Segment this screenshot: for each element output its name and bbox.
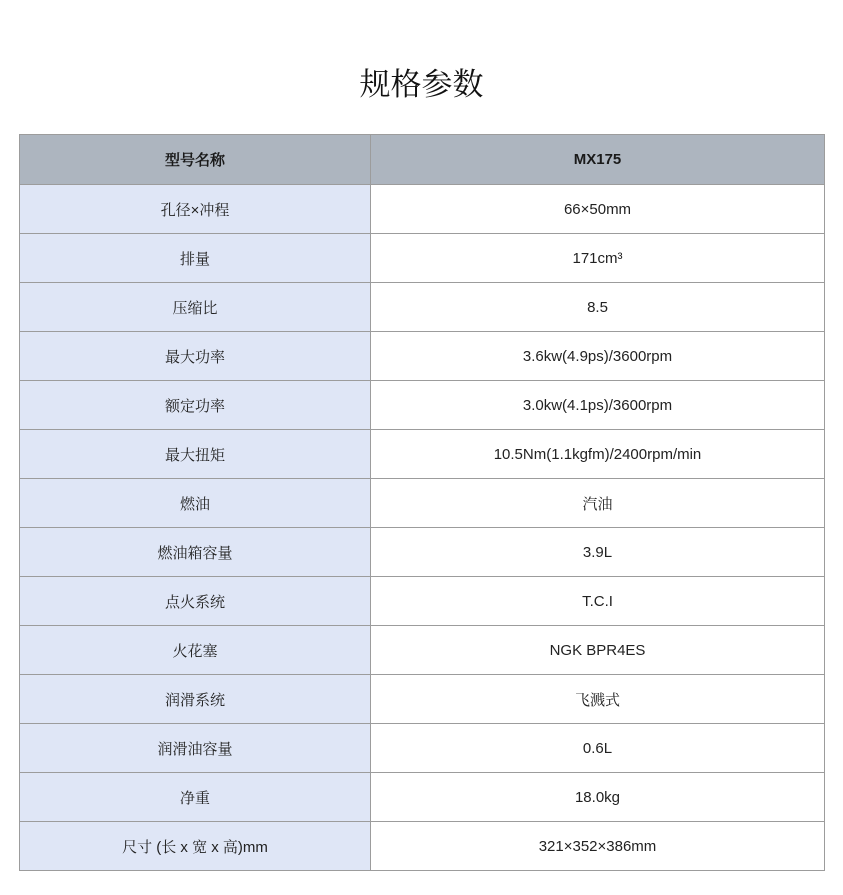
row-label: 压缩比: [20, 283, 371, 332]
row-label: 额定功率: [20, 381, 371, 430]
table-row: [20, 773, 825, 822]
row-label: 排量: [20, 234, 371, 283]
row-value: 171cm³: [371, 234, 825, 283]
table-row: [20, 479, 825, 528]
row-value: 10.5Nm(1.1kgfm)/2400rpm/min: [371, 430, 825, 479]
row-label: 点火系统: [20, 577, 371, 626]
row-label: 燃油: [20, 479, 371, 528]
table-row: [20, 283, 825, 332]
row-value: 3.6kw(4.9ps)/3600rpm: [371, 332, 825, 381]
header-model-value: MX175: [371, 135, 825, 185]
row-label: 最大功率: [20, 332, 371, 381]
spec-table: [19, 134, 825, 871]
row-value: 飞溅式: [371, 675, 825, 724]
row-label: 孔径×冲程: [20, 185, 371, 234]
row-value: 8.5: [371, 283, 825, 332]
row-value: 3.0kw(4.1ps)/3600rpm: [371, 381, 825, 430]
table-row: [20, 185, 825, 234]
row-value: 汽油: [371, 479, 825, 528]
row-label: 尺寸 (长 x 宽 x 高)mm: [20, 822, 371, 871]
row-label: 润滑油容量: [20, 724, 371, 773]
header-model-name-label: 型号名称: [20, 135, 371, 185]
table-row: [20, 626, 825, 675]
row-label: 润滑系统: [20, 675, 371, 724]
row-label: 最大扭矩: [20, 430, 371, 479]
table-header-row: [20, 135, 825, 185]
table-row: [20, 724, 825, 773]
table-row: [20, 430, 825, 479]
row-value: NGK BPR4ES: [371, 626, 825, 675]
row-value: 66×50mm: [371, 185, 825, 234]
table-row: [20, 332, 825, 381]
table-row: [20, 822, 825, 871]
table-row: [20, 528, 825, 577]
table-row: [20, 675, 825, 724]
row-label: 净重: [20, 773, 371, 822]
table-row: [20, 577, 825, 626]
row-label: 燃油箱容量: [20, 528, 371, 577]
row-value: 0.6L: [371, 724, 825, 773]
row-value: 18.0kg: [371, 773, 825, 822]
row-value: 3.9L: [371, 528, 825, 577]
row-label: 火花塞: [20, 626, 371, 675]
row-value: 321×352×386mm: [371, 822, 825, 871]
page-title: 规格参数: [359, 67, 484, 102]
table-row: [20, 381, 825, 430]
table-row: [20, 234, 825, 283]
row-value: T.C.I: [371, 577, 825, 626]
